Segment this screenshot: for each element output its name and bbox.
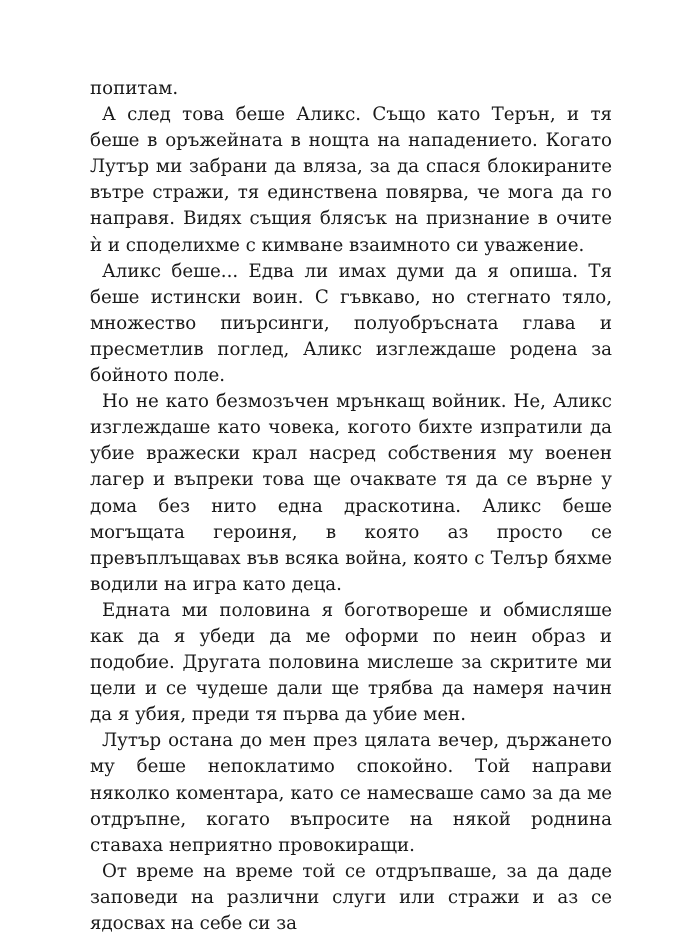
paragraph-aliks-warrior: Но не като безмозъчен мрънкащ войник. Не, Аликс изглеждаше като човека, когото бихте изпратили да убие вражески крал насред собствения му военен лагер и въпреки това ще очаквате тя да се върне у дома без нито една драскотина. Аликс беше могъщата героиня, в която аз просто се превъплъщавах във всяка война, която с Телър бяхме водили на игра като деца. [90,391,612,595]
paragraph-continuation: попитам. [90,78,179,99]
paragraph-aliks-description: Аликс беше... Едва ли имах думи да я опиша. Тя беше истински воин. С гъвкаво, но стегнато тяло, множество пиърсинги, полуобръсната глава и пресметлив поглед, Аликс изглеждаше родена за бойното поле. [90,260,612,387]
page-body [90,76,612,937]
paragraph-luther-orders: От време на време той се отдръпваше, за да даде заповеди на различни слуги или стражи и аз се ядосвах на себе си за [90,860,612,934]
paragraph-aliks-intro: А след това беше Аликс. Също като Терън, и тя беше в оръжейната в нощта на нападението. Когато Лутър ми забрани да вляза, за да спася блокираните вътре стражи, тя единствена повярва, че мога да го направя. Видях същия блясък на признание в очите ѝ и споделихме с кимване взаимното си уважение. [90,104,612,256]
paragraph-two-halves: Едната ми половина я боготвореше и обмисляше как да я убеди да ме оформи по неин образ и подобие. Другата половина мислеше за скритите ми цели и се чудеше дали ще трябва да намеря начин да я убия, преди тя първа да убие мен. [90,599,612,726]
paragraph-luther-evening: Лутър остана до мен през цялата вечер, държането му беше непоклатимо спокойно. Той направи няколко коментара, като се намесваше само за да ме отдръпне, когато въпросите на някой роднина ставаха неприятно провокиращи. [90,730,612,856]
